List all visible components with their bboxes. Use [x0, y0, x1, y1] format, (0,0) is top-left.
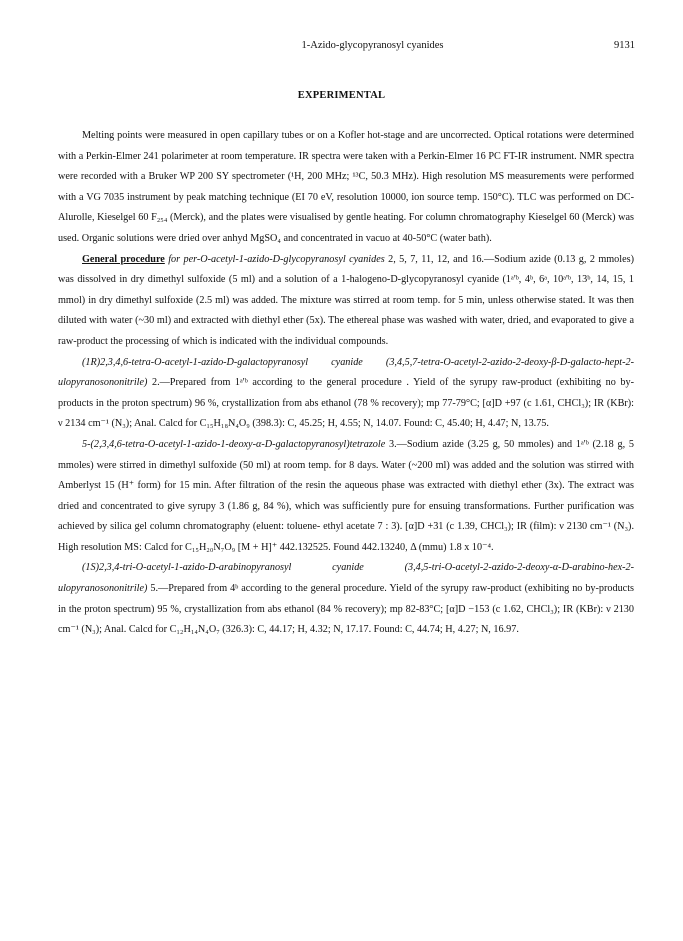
- general-procedure-text: 2, 5, 7, 11, 12, and 16.—Sodium azide (0.13 g, 2 mmoles) was dissolved in dry dimethyl sulfoxide (5 ml) and a solution of a 1-halogeno-D-glycopyranosyl cyanide (1ᵃ'ᵇ, 4ᵇ, 6ᵃ, 10ᵃ'ᵇ, 13ᵇ, 14, 15, 1 mmol) in dry dimethyl sulfoxide (2.5 ml) was added. The mixture was stirred at room temp. for 5 min, unless otherwise stated. It was then diluted with water (~30 ml) and extracted with diethyl ether (5x). The ethereal phase was washed with water, dried, and evaporated to give a raw-product the processing of which is indicated with the individual compounds.: [58, 253, 634, 347]
- paragraph-compound-5: [58, 558, 634, 640]
- running-header: [110, 40, 635, 54]
- page-number: 9131: [614, 40, 635, 51]
- compound-5-name: (1S)2,3,4-tri-O-acetyl-1-azido-D-arabinopyranosyl cyanide (3,4,5-tri-O-acetyl-2-azido-2-deoxy-α-D-arabino-hex-2-ulopyranosononitrile): [58, 562, 634, 595]
- general-procedure-label: General procedure: [82, 253, 165, 265]
- compound-3-text: 3.—Sodium azide (3.25 g, 50 mmoles) and 1ᵃ'ᵇ (2.18 g, 5 mmoles) were stirred in dimethyl sulfoxide (50 ml) at room temp. for 8 days. Water (~200 ml) was added and the solution was stirred with Amberlyst 15 (H⁺ form) for 15 min. After filtration of the resin the aqueous phase was extracted with diethyl ether (3x). The extract was dried and concentrated to give syrupy 3 (1.86 g, 84 %), which was sufficiently pure for ensuing transformations. Further purification was achieved by silica gel column chromatography (eluent: toluene- ethyl acetate 7 : 3). [α]D +31 (c 1.39, CHCl₃); IR (film): ν 2130 cm⁻¹ (N₃). High resolution MS: Calcd for C₁₅H₂₀N₇O₉ [M + H]⁺ 442.132525. Found 442.13240, Δ (mmu) 1.8 x 10⁻⁴.: [58, 438, 634, 553]
- paragraph-compound-2: [58, 353, 634, 435]
- paragraph-instruments: Melting points were measured in open capillary tubes or on a Kofler hot-stage and are uncorrected. Optical rotations were determined with a Perkin-Elmer 241 polarimeter at room temperature. IR spectra were taken with a Perkin-Elmer 16 PC FT-IR instrument. NMR spectra were recorded with a Bruker WP 200 SY spectrometer (¹H, 200 MHz; ¹³C, 50.3 MHz). High resolution MS measurements were performed with a VG 7035 instrument by peak matching technique (EI 70 eV, resolution 10000, ion source temp. 150°C). TLC was performed on DC-Alurolle, Kieselgel 60 F₂₅₄ (Merck), and the plates were visualised by gentle heating. For column chromatography Kieselgel 60 (Merck) was used. Organic solutions were dried over anhyd MgSO₄ and concentrated in vacuo at 40-50°C (water bath).: [58, 130, 634, 244]
- compound-3-name: 5-(2,3,4,6-tetra-O-acetyl-1-azido-1-deoxy-α-D-galactopyranosyl)tetrazole: [82, 438, 386, 450]
- experimental-body: [58, 126, 634, 641]
- compound-2-text: 2.—Prepared from 1ᵃ'ᵇ according to the general procedure . Yield of the syrupy raw-product (exhibiting no by-products in the proton spectrum) 96 %, crystallization from abs ethanol (78 % recovery); mp 77-79°C; [α]D +97 (c 1.61, CHCl₃); IR (KBr): ν 2134 cm⁻¹ (N₃); Anal. Calcd for C₁₅H₁₈N₄O₉ (398.3): C, 45.25; H, 4.55; N, 14.07. Found: C, 45.40; H, 4.47; N, 13.75.: [58, 377, 634, 430]
- compound-2-name: (1R)2,3,4,6-tetra-O-acetyl-1-azido-D-galactopyranosyl cyanide (3,4,5,7-tetra-O-acetyl-2-azido-2-deoxy-β-D-galacto-hept-2-ulopyranosononitrile): [58, 356, 634, 389]
- paragraph-general-procedure: [58, 250, 634, 353]
- section-heading: EXPERIMENTAL: [297, 90, 386, 101]
- running-title: 1-Azido-glycopyranosyl cyanides: [301, 40, 444, 51]
- compound-5-text: 5.—Prepared from 4ᵇ according to the general procedure. Yield of the syrupy raw-product (exhibiting no by-products in the proton spectrum) 95 %, crystallization from abs ethanol (84 % recovery); mp 82-83°C; [α]D −153 (c 1.62, CHCl₃); IR (KBr): ν 2130 cm⁻¹ (N₃); Anal. Calcd for C₁₂H₁₄N₄O₇ (326.3): C, 44.17; H, 4.32; N, 17.17. Found: C, 44.74; H, 4.27; N, 16.97.: [58, 583, 634, 636]
- paragraph-compound-3: [58, 435, 634, 559]
- general-procedure-title: for per-O-acetyl-1-azido-D-glycopyranosyl cyanides: [164, 253, 385, 265]
